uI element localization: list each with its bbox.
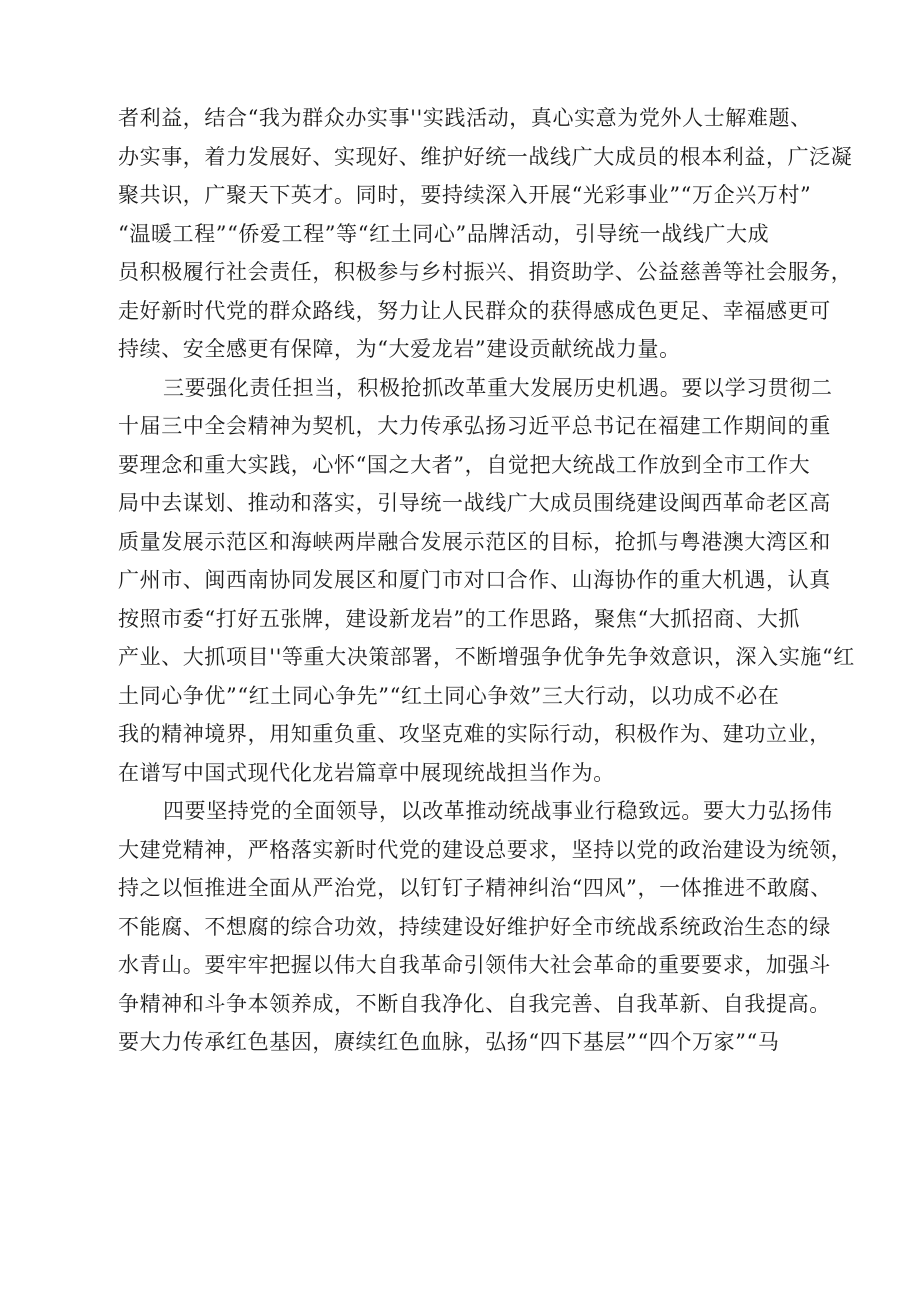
text-line: 产业、大抓项目''等重大决策部署，不断增强争优争先争效意识，深入实施“红 [118, 645, 855, 669]
text-line: 办实事，着力发展好、实现好、维护好统一战线广大成员的根本利益，广泛凝 [118, 144, 853, 169]
paragraph-3 [118, 792, 853, 1062]
text-line: 聚共识，广聚天下英才。同时，要持续深入开展“光彩事业”“万企兴万村” [118, 183, 812, 207]
text-line: 持续、安全感更有保障，为“大爱龙岩”建设贡献统战力量。 [118, 337, 681, 361]
text-line: 水青山。要牢牢把握以伟大自我革命引领伟大社会革命的重要要求，加强斗 [118, 953, 831, 977]
paragraph-1 [118, 99, 853, 369]
text-line: 土同心争优”“红土同心争先”“红土同心争效”三大行动，以功成不必在 [118, 683, 780, 708]
text-line: 在谱写中国式现代化龙岩篇章中展现统战担当作为。 [118, 760, 615, 785]
text-line: 三要强化责任担当，积极抢抓改革重大发展历史机遇。要以学习贯彻二 [163, 375, 833, 400]
text-line: 者利益，结合“我为群众办实事''实践活动，真心实意为党外人士解难题、 [118, 106, 812, 130]
text-line: 走好新时代党的群众路线，努力让人民群众的获得感成色更足、幸福感更可 [118, 298, 831, 323]
text-line: 十届三中全会精神为契机，大力传承弘扬习近平总书记在福建工作期间的重 [118, 414, 831, 438]
text-line: 局中去谋划、推动和落实，引导统一战线广大成员围绕建设闽西革命老区高 [118, 491, 831, 515]
text-line: 我的精神境界，用知重负重、攻坚克难的实际行动，积极作为、建功立业， [118, 722, 831, 746]
document-body [118, 99, 855, 1062]
text-line: 不能腐、不想腐的综合功效，持续建设好维护好全市统战系统政治生态的绿 [118, 914, 831, 939]
text-line: 要理念和重大实践，心怀“国之大者”，自觉把大统战工作放到全市工作大 [118, 452, 811, 477]
text-line: 广州市、闽西南协同发展区和厦门市对口合作、山海协作的重大机遇，认真 [118, 568, 831, 592]
text-line: 员积极履行社会责任，积极参与乡村振兴、捐资助学、公益慈善等社会服务， [118, 260, 853, 284]
text-line: 争精神和斗争本领养成，不断自我净化、自我完善、自我革新、自我提高。 [118, 991, 831, 1016]
text-line: 质量发展示范区和海峡两岸融合发展示范区的目标，抢抓与粤港澳大湾区和 [118, 529, 831, 554]
text-line: 大建党精神，严格落实新时代党的建设总要求，坚持以党的政治建设为统领， [118, 837, 853, 862]
text-line: “温暖工程”“侨爱工程”等“红土同心”品牌活动，引导统一战线广大成 [118, 221, 770, 246]
text-line: 要大力传承红色基因，赓续红色血脉，弘扬“四下基层”“四个万家”“马 [118, 1030, 780, 1054]
text-line: 持之以恒推进全面从严治党，以钉钉子精神纠治“四风”，一体推进不敢腐、 [118, 876, 832, 900]
paragraph-2 [118, 369, 855, 793]
text-line: 四要坚持党的全面领导，以改革推动统战事业行稳致远。要大力弘扬伟 [163, 799, 833, 823]
text-line: 按照市委“打好五张牌，建设新龙岩”的工作思路，聚焦“大抓招商、大抓 [118, 606, 801, 631]
